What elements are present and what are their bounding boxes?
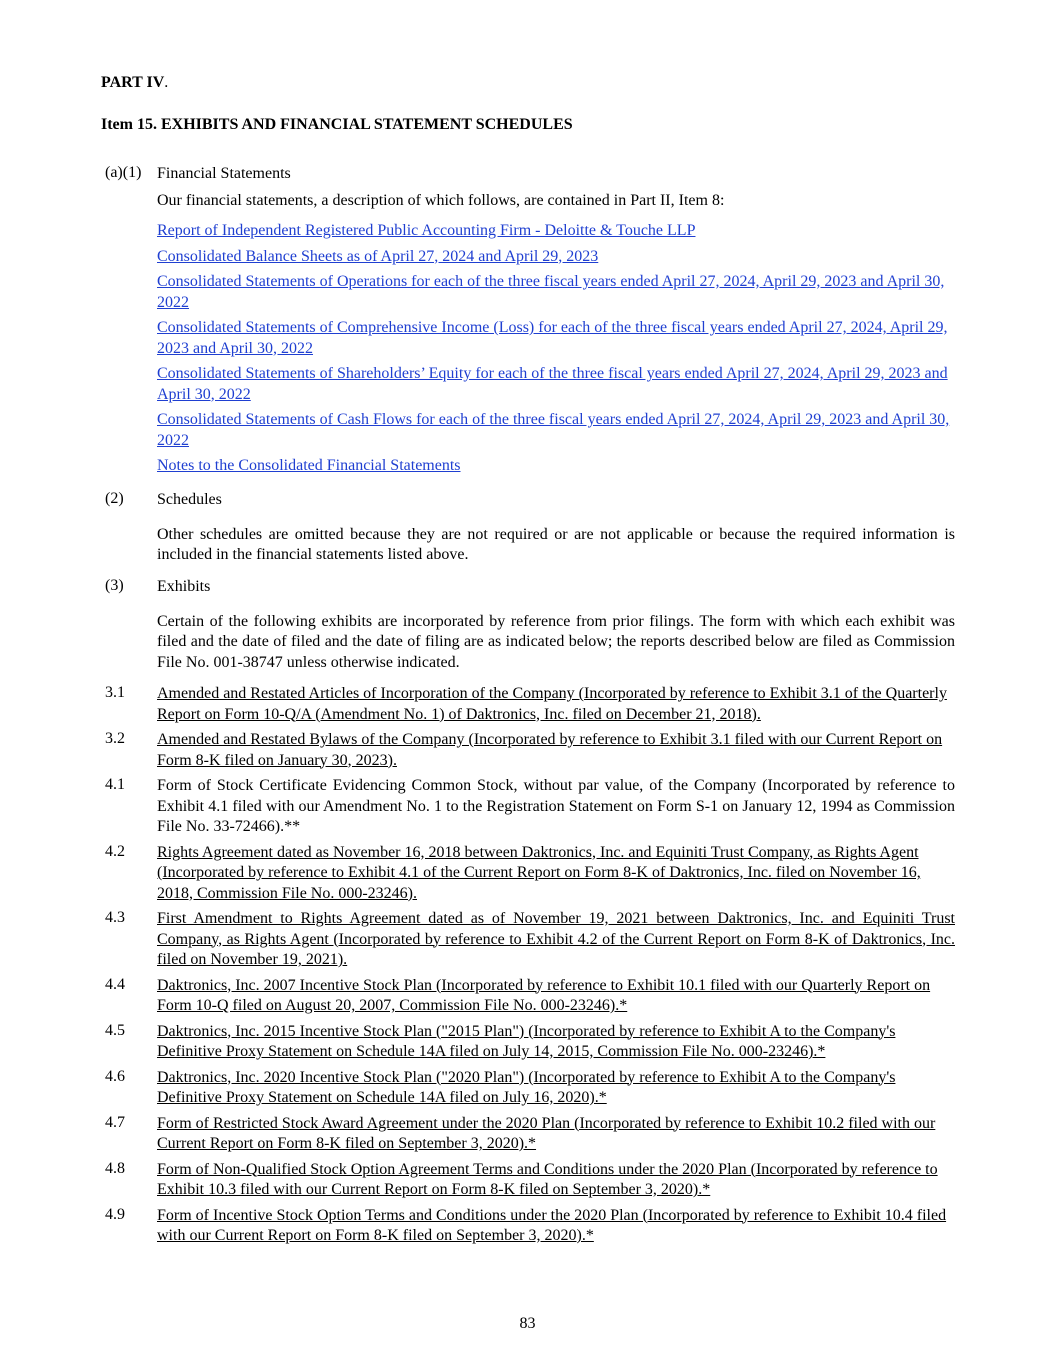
section-label: (2): [105, 490, 124, 507]
exhibit-row: [105, 1206, 955, 1247]
exhibit-text: Form of Stock Certificate Evidencing Common Stock, without par value, of the Company (Incorporated by reference to Exhibit 4.1 filed with our Amendment No. 1 to the Registration Statement on Form S-1 on January 12, 1994 as Commission File No. 33-72466).**: [157, 777, 955, 835]
section-title: Schedules: [157, 491, 222, 508]
financial-statements-intro: Our financial statements, a description of which follows, are contained in Part II, Item 8:: [157, 191, 725, 209]
section-title: Exhibits: [157, 578, 211, 595]
exhibit-list: [105, 684, 955, 1247]
exhibit-row: [105, 1068, 955, 1109]
exhibit-link[interactable]: Daktronics, Inc. 2007 Incentive Stock Plan (Incorporated by reference to Exhibit 10.1 filed with our Quarterly Report on Form 10-Q filed on August 20, 2007, Commission File No. 000-23246).*: [157, 976, 931, 1014]
financial-statements-section: [105, 164, 955, 477]
link-balance-sheets[interactable]: Consolidated Balance Sheets as of April 27, 2024 and April 29, 2023: [157, 247, 599, 265]
exhibit-number: 4.1: [105, 776, 125, 793]
exhibit-number: 4.2: [105, 842, 125, 860]
exhibit-link[interactable]: Form of Incentive Stock Option Terms and Conditions under the 2020 Plan (Incorporated by reference to Exhibit 10.4 filed with our Current Report on Form 8-K filed on September 3, 2020).*: [157, 1206, 947, 1244]
exhibit-link[interactable]: Form of Restricted Stock Award Agreement under the 2020 Plan (Incorporated by reference to Exhibit 10.2 filed with our Current Report on Form 8-K filed on September 3, 2020).*: [157, 1114, 936, 1152]
exhibit-row: [105, 684, 955, 725]
page-number: 83: [519, 1315, 536, 1332]
exhibit-number: 4.9: [105, 1205, 125, 1223]
exhibit-link[interactable]: Daktronics, Inc. 2015 Incentive Stock Plan ("2015 Plan") (Incorporated by reference to Exhibit A to the Company's Definitive Proxy Statement on Schedule 14A filed on July 14, 2015, Commission File No. 000-23246).*: [157, 1022, 896, 1060]
exhibit-row: [105, 730, 955, 771]
exhibit-link[interactable]: Amended and Restated Bylaws of the Company (Incorporated by reference to Exhibit 3.1 filed with our Current Report on Form 8-K filed on January 30, 2023).: [157, 731, 943, 769]
exhibit-link[interactable]: Form of Non-Qualified Stock Option Agreement Terms and Conditions under the 2020 Plan (Incorporated by reference to Exhibit 10.3 filed with our Current Report on Form 8-K filed on September 3, 2020).*: [157, 1160, 938, 1198]
part-heading: PART IV.: [101, 74, 169, 91]
exhibit-row: [105, 776, 955, 838]
exhibit-row: [105, 843, 955, 905]
link-auditor-report[interactable]: Report of Independent Registered Public Accounting Firm - Deloitte & Touche LLP: [157, 222, 696, 239]
exhibit-row: [105, 1022, 955, 1063]
link-cash-flows[interactable]: Consolidated Statements of Cash Flows for each of the three fiscal years ended April 27, 2024, April 29, 2023 and April 30, 2022: [157, 411, 950, 449]
link-statements-of-operations[interactable]: Consolidated Statements of Operations for each of the three fiscal years ended April 27, 2024, April 29, 2023 and April 30, 2022: [157, 273, 945, 311]
exhibits-intro: Certain of the following exhibits are incorporated by reference from prior filings. The form with which each exhibit was filed and the date of filed and the date of filing are as indicated below; the reports described below are filed as Commission File No. 001-38747 unless otherwise indicated.: [157, 612, 955, 671]
exhibit-number: 4.8: [105, 1159, 125, 1177]
exhibit-number: 4.6: [105, 1067, 125, 1085]
link-shareholders-equity[interactable]: Consolidated Statements of Shareholders’ Equity for each of the three fiscal years ended April 27, 2024, April 29, 2023 and April 30, 2022: [157, 365, 948, 403]
section-title: Financial Statements: [157, 165, 291, 182]
exhibit-link[interactable]: Amended and Restated Articles of Incorporation of the Company (Incorporated by reference to Exhibit 3.1 of the Quarterly Report on Form 10-Q/A (Amendment No. 1) of Daktronics, Inc. filed on December 21, 2018).: [157, 685, 947, 723]
schedules-section: [105, 490, 955, 566]
exhibits-section: [105, 577, 955, 673]
exhibit-number: 4.7: [105, 1113, 125, 1131]
schedules-text: Other schedules are omitted because they are not required or are not applicable or because the required information is included in the financial statements listed above.: [157, 525, 955, 563]
exhibit-row: [105, 909, 955, 971]
exhibit-number: 4.5: [105, 1021, 125, 1039]
exhibit-row: [105, 976, 955, 1017]
link-comprehensive-income[interactable]: Consolidated Statements of Comprehensive Income (Loss) for each of the three fiscal years ended April 27, 2024, April 29, 2023 and April 30, 2022: [157, 319, 948, 357]
exhibit-link[interactable]: First Amendment to Rights Agreement dated as of November 19, 2021 between Daktronics, Inc. and Equiniti Trust Company, as Rights Agent (Incorporated by reference to Exhibit 4.2 of the Current Report on Form 8-K of Daktronics, Inc. filed on November 19, 2021).: [157, 910, 955, 968]
exhibit-number: 3.1: [105, 684, 125, 701]
exhibit-row: [105, 1114, 955, 1155]
exhibit-number: 3.2: [105, 730, 125, 747]
exhibit-number: 4.3: [105, 909, 125, 926]
exhibit-row: [105, 1160, 955, 1201]
section-label: (a)(1): [105, 164, 142, 181]
link-notes[interactable]: Notes to the Consolidated Financial Statements: [157, 457, 461, 474]
exhibit-link[interactable]: Rights Agreement dated as November 16, 2018 between Daktronics, Inc. and Equiniti Trust Company, as Rights Agent (Incorporated by reference to Exhibit 4.1 of the Current Report on Form 8-K of Daktronics, Inc. filed on November 16, 2018, Commission File No. 000-23246).: [157, 843, 921, 902]
exhibit-number: 4.4: [105, 975, 125, 993]
item-heading: Item 15. EXHIBITS AND FINANCIAL STATEMENT SCHEDULES: [101, 116, 573, 133]
exhibit-link[interactable]: Daktronics, Inc. 2020 Incentive Stock Plan ("2020 Plan") (Incorporated by reference to Exhibit A to the Company's Definitive Proxy Statement on Schedule 14A filed on July 16, 2020).*: [157, 1068, 896, 1106]
section-label: (3): [105, 577, 124, 594]
